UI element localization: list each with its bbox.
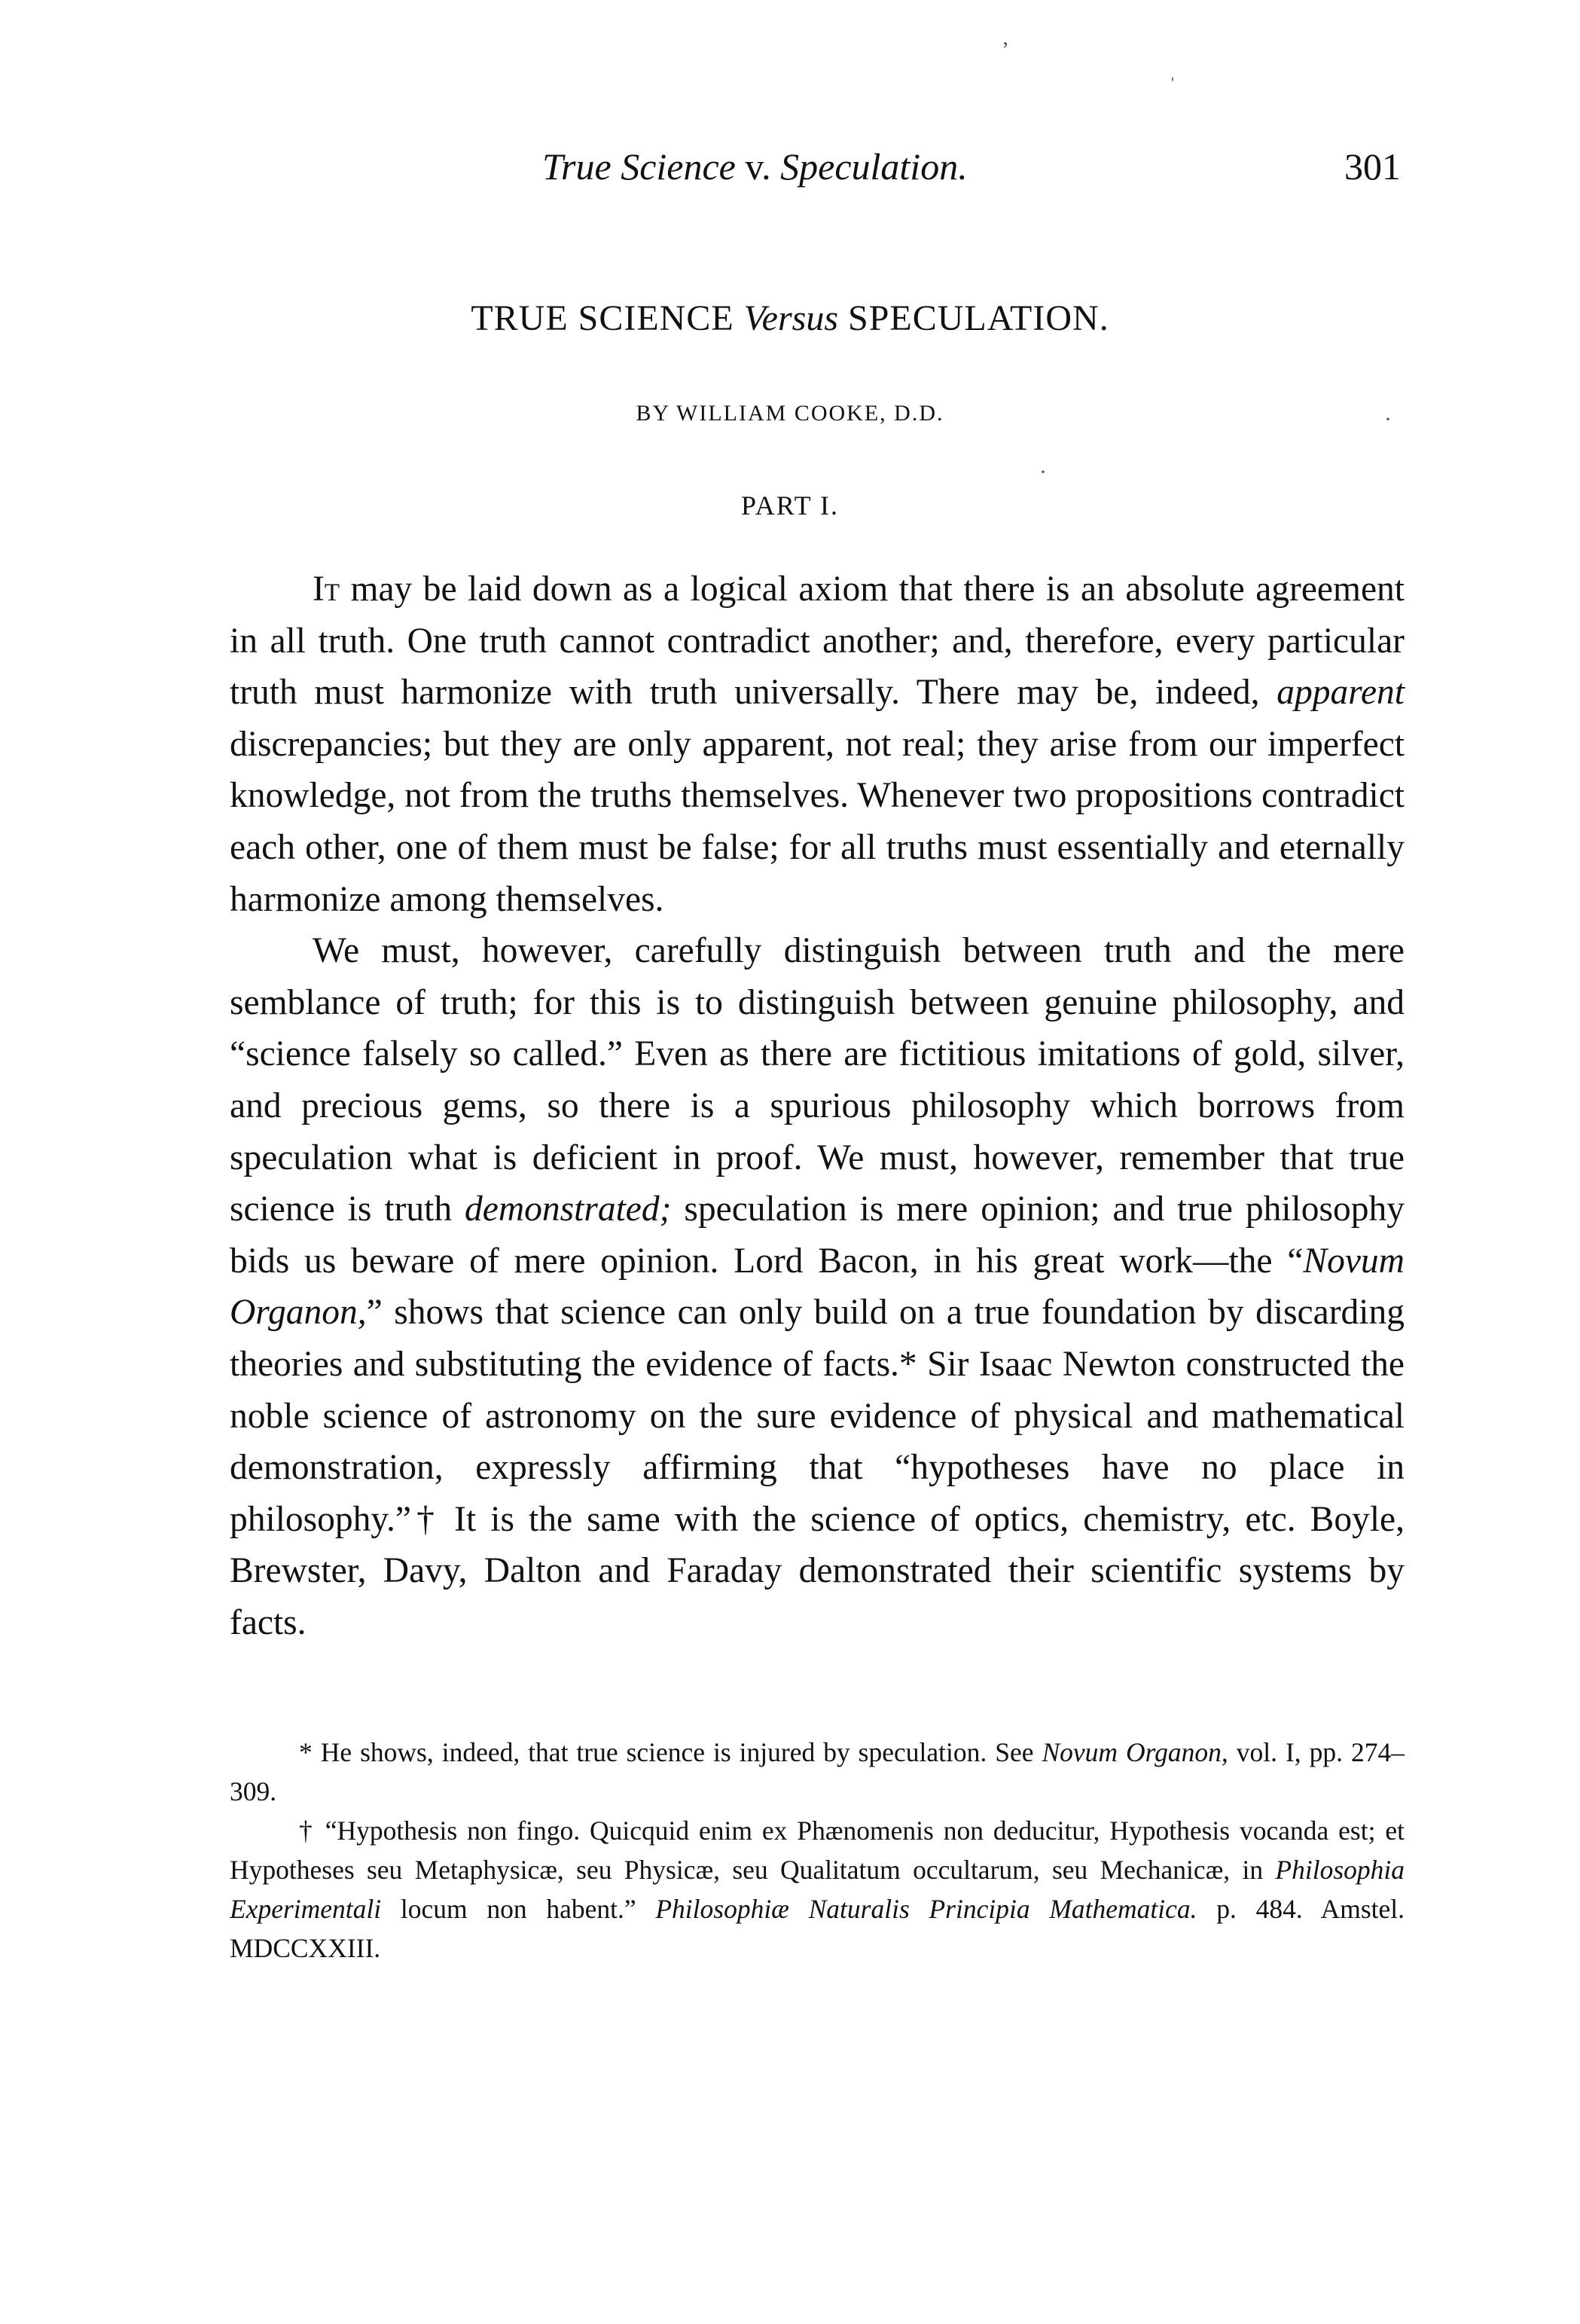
text-run: p. 484. Amstel. MDCCXXIII. <box>230 1894 1405 1963</box>
emphasis: Philosophia Experimentali <box>230 1855 1405 1924</box>
paragraph <box>230 925 1405 1648</box>
text-run: may be laid down as a logical axiom that there is an absolute agreement in all truth. One truth cannot contradict another; and, therefore, every particular truth must harmonize with truth universally. There may be, indeed, <box>230 570 1405 713</box>
author-byline: BY WILLIAM COOKE, D.D. <box>636 401 944 426</box>
article-title <box>0 298 1580 339</box>
text-run: We must, however, carefully distinguish between truth and the mere semblance of truth; for this is to distinguish between genuine philosophy, and “science falsely so called.” Even as there are fictitious imitations of gold, silver, and precious gems, so there is a spurious philosophy which borrows from speculation what is deficient in proof. We must, however, remember that true science is truth <box>230 931 1405 1229</box>
text-run: discrepancies; but they are only apparent, not real; they arise from our imperfect knowledge, not from the truths themselves. Whenever two propositions contradict each other, one of them must be false; for all truths must essentially and eternally harmonize among themselves. <box>230 724 1405 919</box>
body-text <box>230 563 1405 1648</box>
page-number: 301 <box>1344 145 1401 188</box>
footnote <box>230 1811 1405 1968</box>
emphasis: Philosophiæ Naturalis Principia Mathematica. <box>655 1894 1197 1924</box>
footnote <box>230 1733 1405 1811</box>
text-run: ” shows that science can only build on a true foundation by discarding theories and substituting the evidence of facts.* Sir Isaac Newton constructed the noble science of astronomy on the sure evidence of physical and mathematical demonstration, expressly affirming that “hypotheses have no place in philosophy.”† It is the same with the science of optics, chemistry, etc. Boyle, Brewster, Davy, Dalton and Faraday demonstrated their scientific systems by facts. <box>230 1293 1405 1642</box>
scan-speck: ʼ <box>1002 38 1009 63</box>
scan-speck: ˌ <box>1169 56 1176 81</box>
running-head-separator: v. <box>735 145 781 188</box>
emphasis: demonstrated; <box>465 1189 672 1229</box>
running-head-part: True Science <box>542 145 736 188</box>
text-run: † “Hypothesis non fingo. Quicquid enim ex Phænomenis non deducitur, Hypothesis vocanda est; et Hypotheses seu Metaphysicæ, seu Physicæ, seu Qualitatum occultarum, seu Mechanicæ, in <box>230 1816 1405 1885</box>
title-part: TRUE SCIENCE <box>471 298 744 338</box>
footnotes <box>230 1733 1405 1968</box>
emphasis: Novum Organon, <box>1042 1737 1228 1767</box>
title-part: SPECULATION. <box>838 298 1109 338</box>
running-head-part: Speculation. <box>780 145 968 188</box>
paragraph <box>230 563 1405 925</box>
part-heading: PART I. <box>741 490 839 521</box>
running-head <box>542 145 968 188</box>
page-header <box>226 145 1401 197</box>
title-versus: Versus <box>743 298 838 338</box>
text-run: * He shows, indeed, that true science is injured by speculation. See <box>299 1737 1042 1767</box>
text-run: locum non habent.” <box>381 1894 656 1924</box>
text-run: vol. I, pp. 274–309. <box>230 1737 1405 1806</box>
emphasis: apparent <box>1277 673 1405 713</box>
scan-speck: · <box>1039 460 1047 484</box>
emphasis: Novum Organon, <box>230 1241 1405 1333</box>
lead-word: It <box>313 570 340 609</box>
scan-speck: · <box>1384 407 1392 432</box>
text-run: speculation is mere opinion; and true philosophy bids us beware of mere opinion. Lord Bacon, in his great work—the “ <box>230 1189 1405 1281</box>
